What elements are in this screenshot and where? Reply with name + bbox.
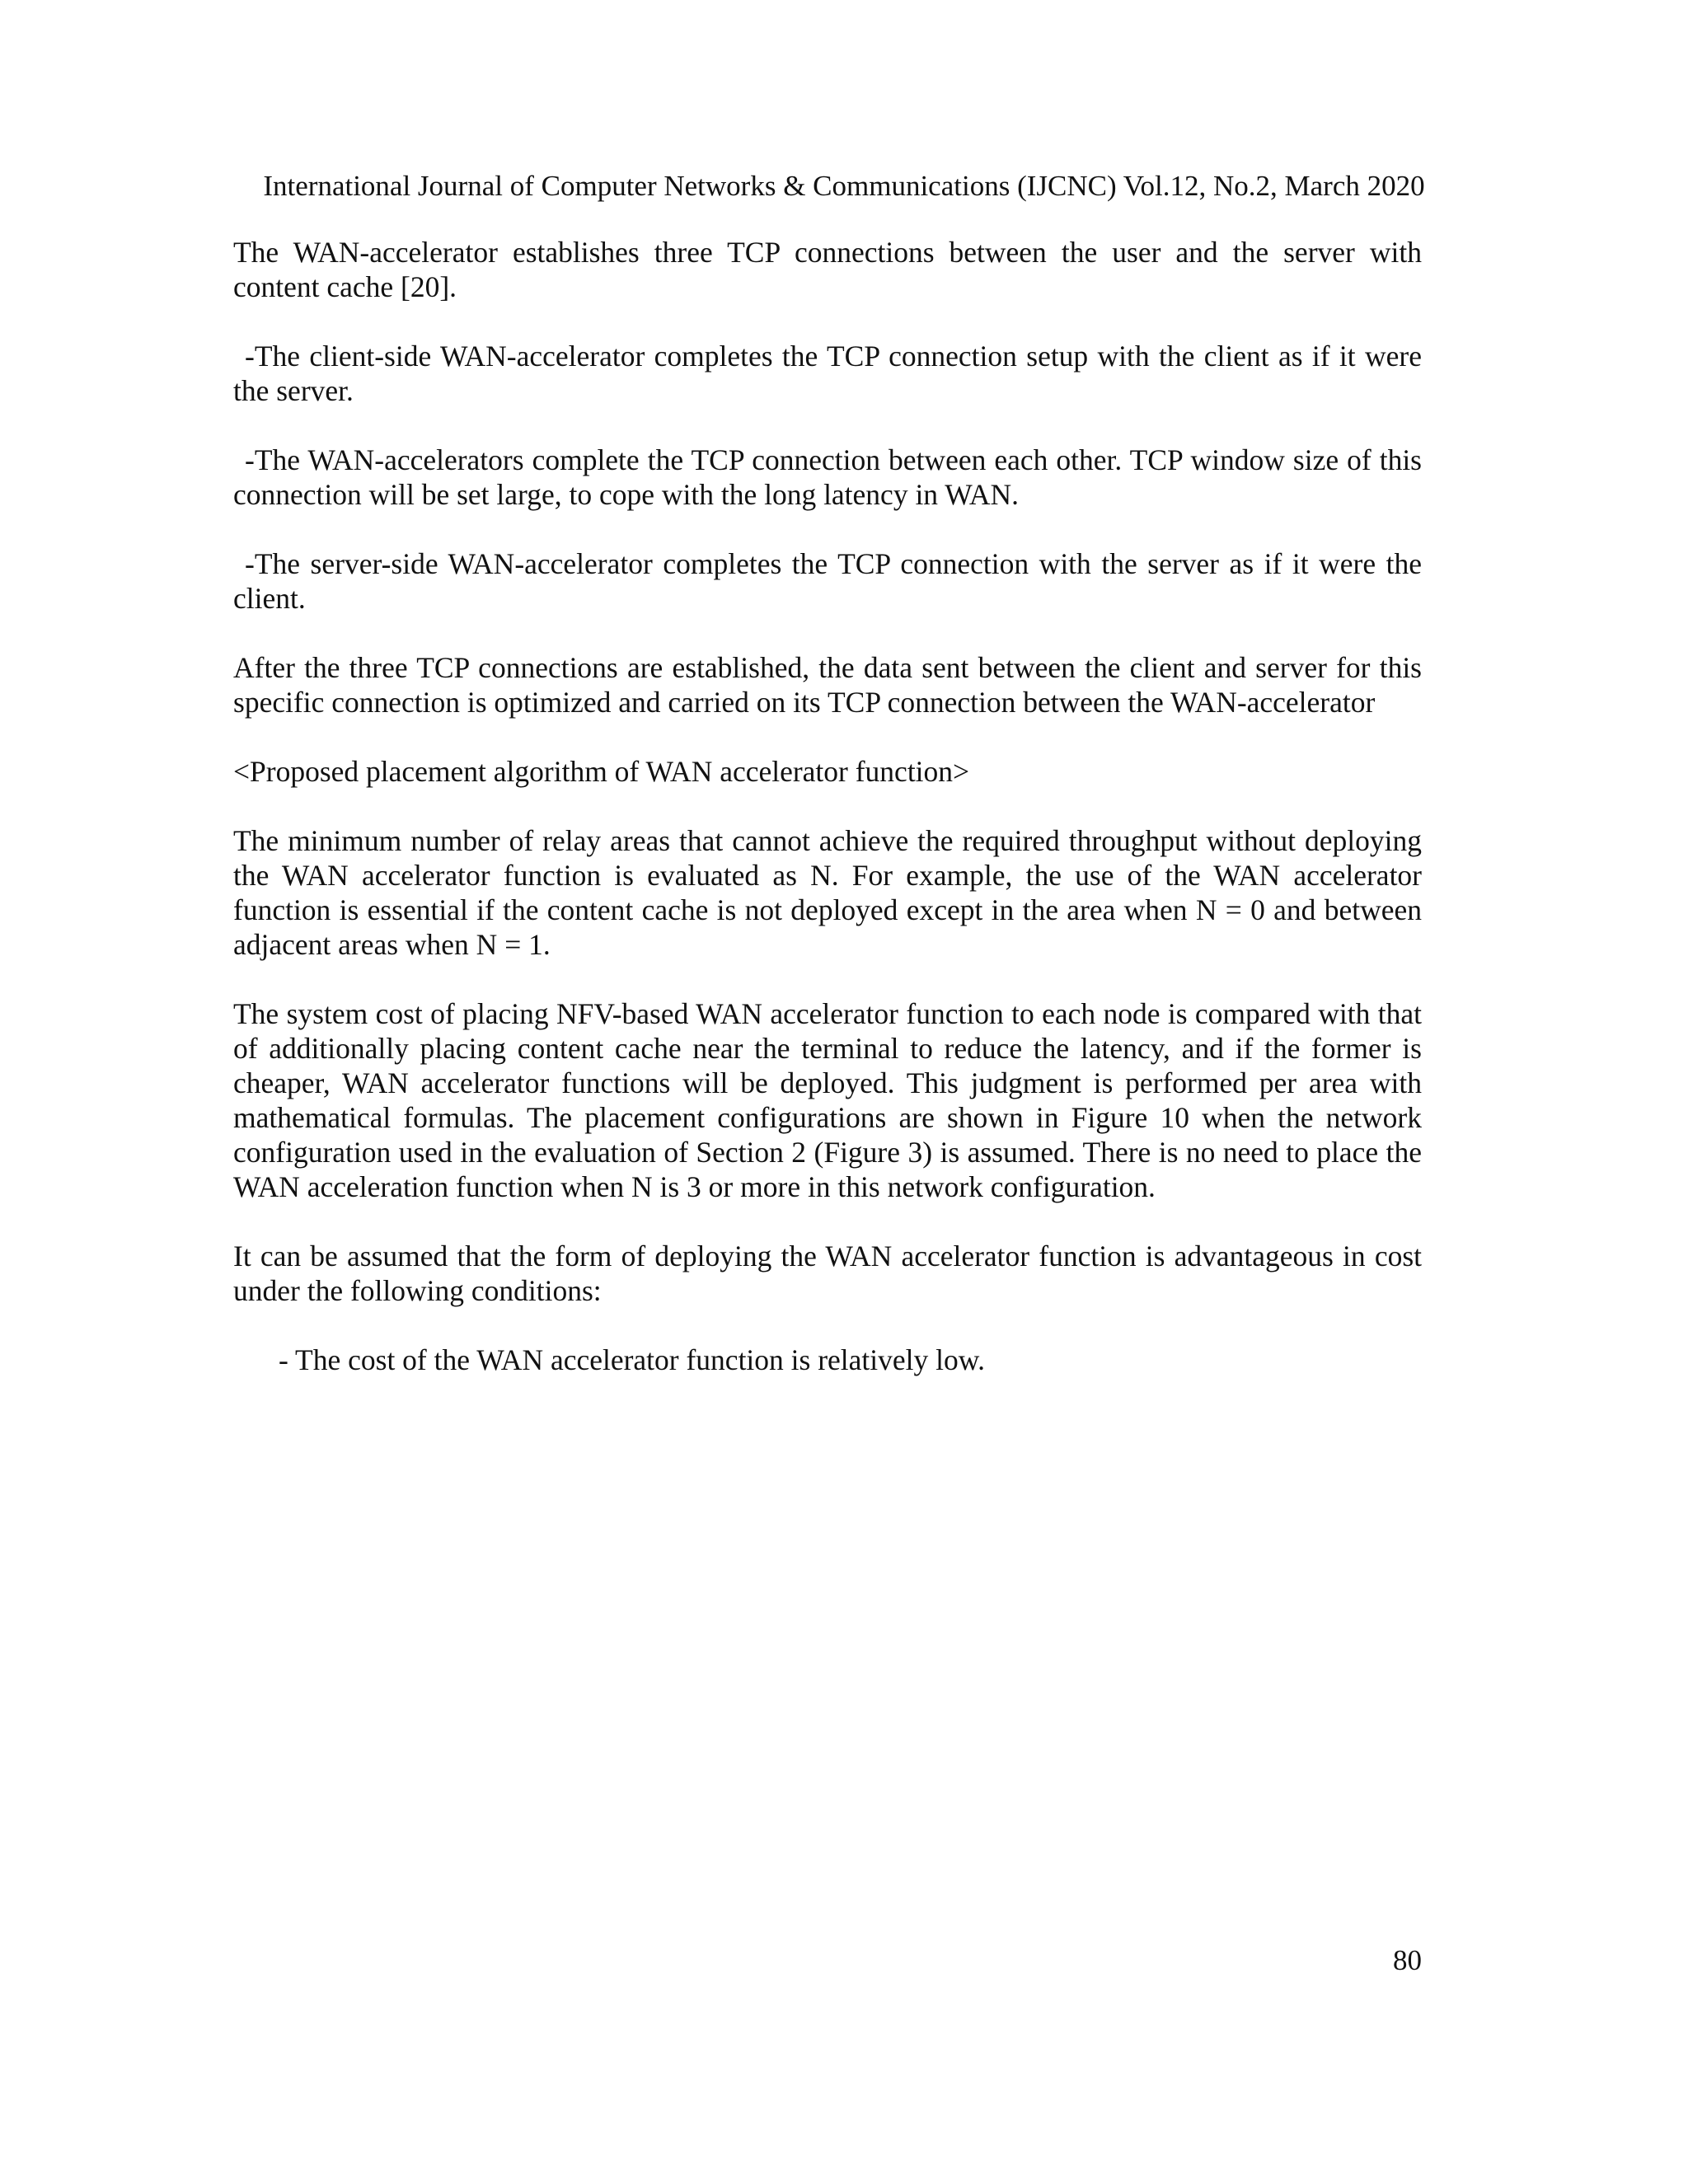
bullet-cost-low: - The cost of the WAN accelerator function is relatively low. <box>279 1343 985 1376</box>
page-body <box>233 235 1422 1412</box>
paragraph-server-side: -The server-side WAN-accelerator completes the TCP connection with the server as if it were the client. <box>233 547 1422 615</box>
section-heading-placement-algorithm: <Proposed placement algorithm of WAN accelerator function> <box>233 755 970 788</box>
paragraph-assumed-conditions: It can be assumed that the form of deploying the WAN accelerator function is advantageous in cost under the following conditions: <box>233 1240 1422 1307</box>
paragraph-wan-accelerator-intro: The WAN-accelerator establishes three TCP connections between the user and the server with content cache [20]. <box>233 236 1422 303</box>
running-header: International Journal of Computer Networks & Communications (IJCNC) Vol.12, No.2, March 2020 <box>263 170 1425 202</box>
paragraph-minimum-relay-areas: The minimum number of relay areas that cannot achieve the required throughput without deploying the WAN accelerator function is evaluated as N. For example, the use of the WAN accelerator function is essential if the content cache is not deployed except in the area when N = 0 and between adjacent areas when N = 1. <box>233 824 1422 961</box>
paragraph-client-side: -The client-side WAN-accelerator completes the TCP connection setup with the client as if it were the server. <box>233 340 1422 407</box>
paragraph-system-cost: The system cost of placing NFV-based WAN accelerator function to each node is compared with that of additionally placing content cache near the terminal to reduce the latency, and if the former is cheaper, WAN accelerator functions will be deployed. This judgment is performed per area with mathematical formulas. The placement configurations are shown in Figure 10 when the network configuration used in the evaluation of Section 2 (Figure 3) is assumed. There is no need to place the WAN acceleration function when N is 3 or more in this network configuration. <box>233 997 1422 1203</box>
paragraph-after-connections: After the three TCP connections are established, the data sent between the client and server for this specific connection is optimized and carried on its TCP connection between the WAN-accelerator <box>233 651 1422 719</box>
page-number: 80 <box>1393 1944 1422 1976</box>
paragraph-between-accelerators: -The WAN-accelerators complete the TCP connection between each other. TCP window size of this connection will be set large, to cope with the long latency in WAN. <box>233 443 1422 511</box>
